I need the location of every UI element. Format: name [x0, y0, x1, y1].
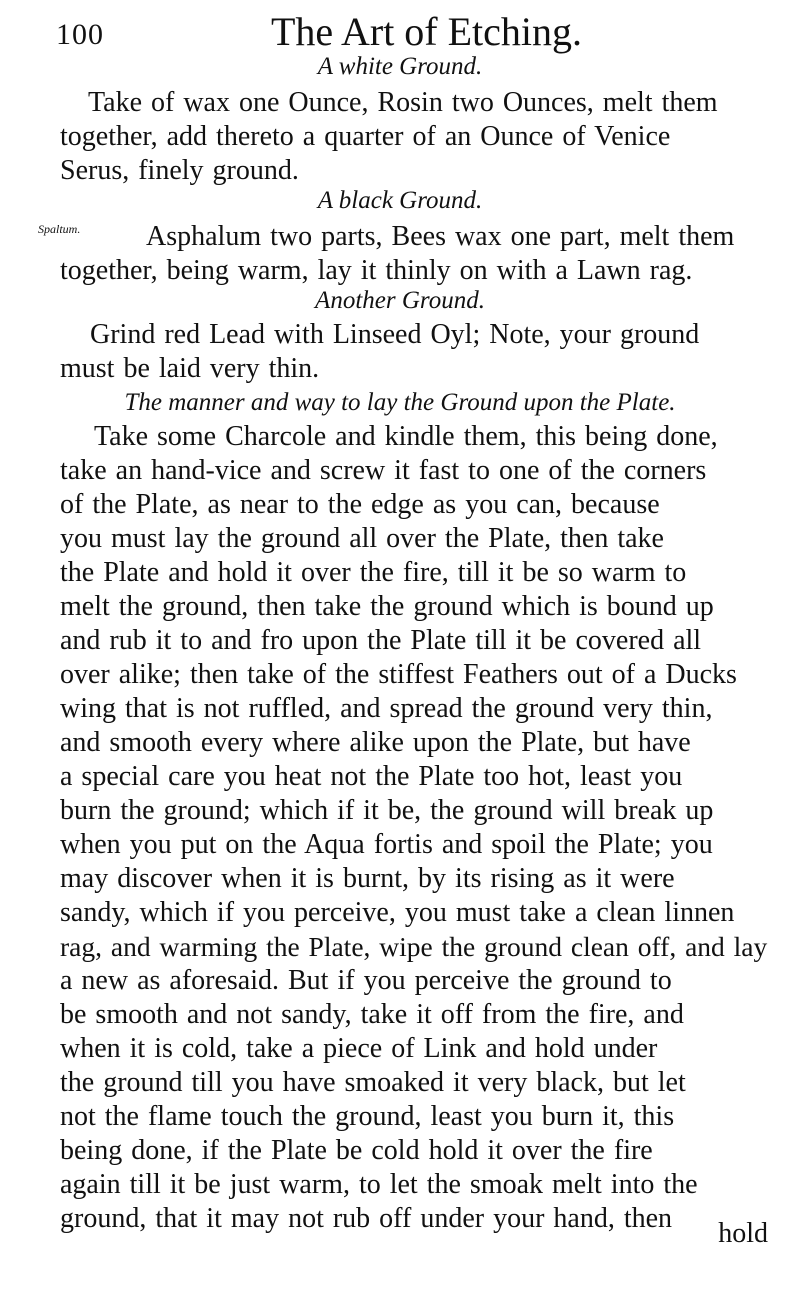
text-line: Grind red Lead with Linseed Oyl; Note, your ground	[90, 319, 700, 350]
page-header	[56, 8, 756, 52]
running-title: The Art of Etching.	[271, 9, 583, 54]
text-line: together, add thereto a quarter of an Ounce of Venice	[60, 121, 671, 152]
text-line: be smooth and not sandy, take it off from the fire, and	[60, 999, 684, 1030]
text-line: rag, and warming the Plate, wipe the ground clean off, and lay	[60, 931, 768, 962]
text-line: when it is cold, take a piece of Link and hold under	[60, 1033, 658, 1064]
text-line: a new as aforesaid. But if you perceive the ground to	[60, 965, 672, 996]
text-line: the ground till you have smoaked it very black, but let	[60, 1067, 686, 1098]
text-line: may discover when it is burnt, by its rising as it were	[60, 863, 675, 894]
text-line: melt the ground, then take the ground which is bound up	[60, 591, 714, 622]
text-line: wing that is not ruffled, and spread the ground very thin,	[60, 693, 713, 724]
text-line: burn the ground; which if it be, the ground will break up	[60, 795, 714, 826]
heading-another-ground: Another Ground.	[315, 287, 485, 314]
text-line: Take some Charcole and kindle them, this being done,	[94, 421, 718, 452]
text-line: ground, that it may not rub off under your hand, then	[60, 1203, 673, 1234]
text-line: Take of wax one Ounce, Rosin two Ounces, melt them	[88, 87, 718, 118]
text-line: you must lay the ground all over the Plate, then take	[60, 523, 664, 554]
page-number: 100	[56, 18, 104, 51]
text-line: Asphalum two parts, Bees wax one part, melt them	[146, 221, 735, 252]
text-line: when you put on the Aqua fortis and spoil the Plate; you	[60, 829, 713, 860]
heading-black-ground: A black Ground.	[317, 187, 483, 214]
text-line: of the Plate, as near to the edge as you can, because	[60, 489, 660, 520]
text-line: the Plate and hold it over the fire, till it be so warm to	[60, 557, 687, 588]
text-line: again till it be just warm, to let the smoak melt into the	[60, 1169, 698, 1200]
text-line: being done, if the Plate be cold hold it over the fire	[60, 1135, 653, 1166]
text-line: a special care you heat not the Plate too hot, least you	[60, 761, 683, 792]
heading-white-ground: A white Ground.	[317, 53, 483, 80]
text-line: must be laid very thin.	[60, 353, 320, 384]
text-line: sandy, which if you perceive, you must take a clean linnen	[60, 897, 735, 928]
text-line: and rub it to and fro upon the Plate till it be covered all	[60, 625, 702, 656]
text-line: and smooth every where alike upon the Plate, but have	[60, 727, 691, 758]
text-line: take an hand-vice and screw it fast to one of the corners	[60, 455, 707, 486]
text-line: not the flame touch the ground, least you burn it, this	[60, 1101, 675, 1132]
text-line: Serus, finely ground.	[60, 155, 299, 186]
margin-note: Spaltum.	[38, 222, 81, 236]
text-line: together, being warm, lay it thinly on with a Lawn rag.	[60, 255, 693, 286]
heading-laying-ground: The manner and way to lay the Ground upon the Plate.	[124, 389, 676, 416]
catchword: hold	[718, 1218, 768, 1249]
text-line: over alike; then take of the stiffest Feathers out of a Ducks	[60, 659, 737, 690]
